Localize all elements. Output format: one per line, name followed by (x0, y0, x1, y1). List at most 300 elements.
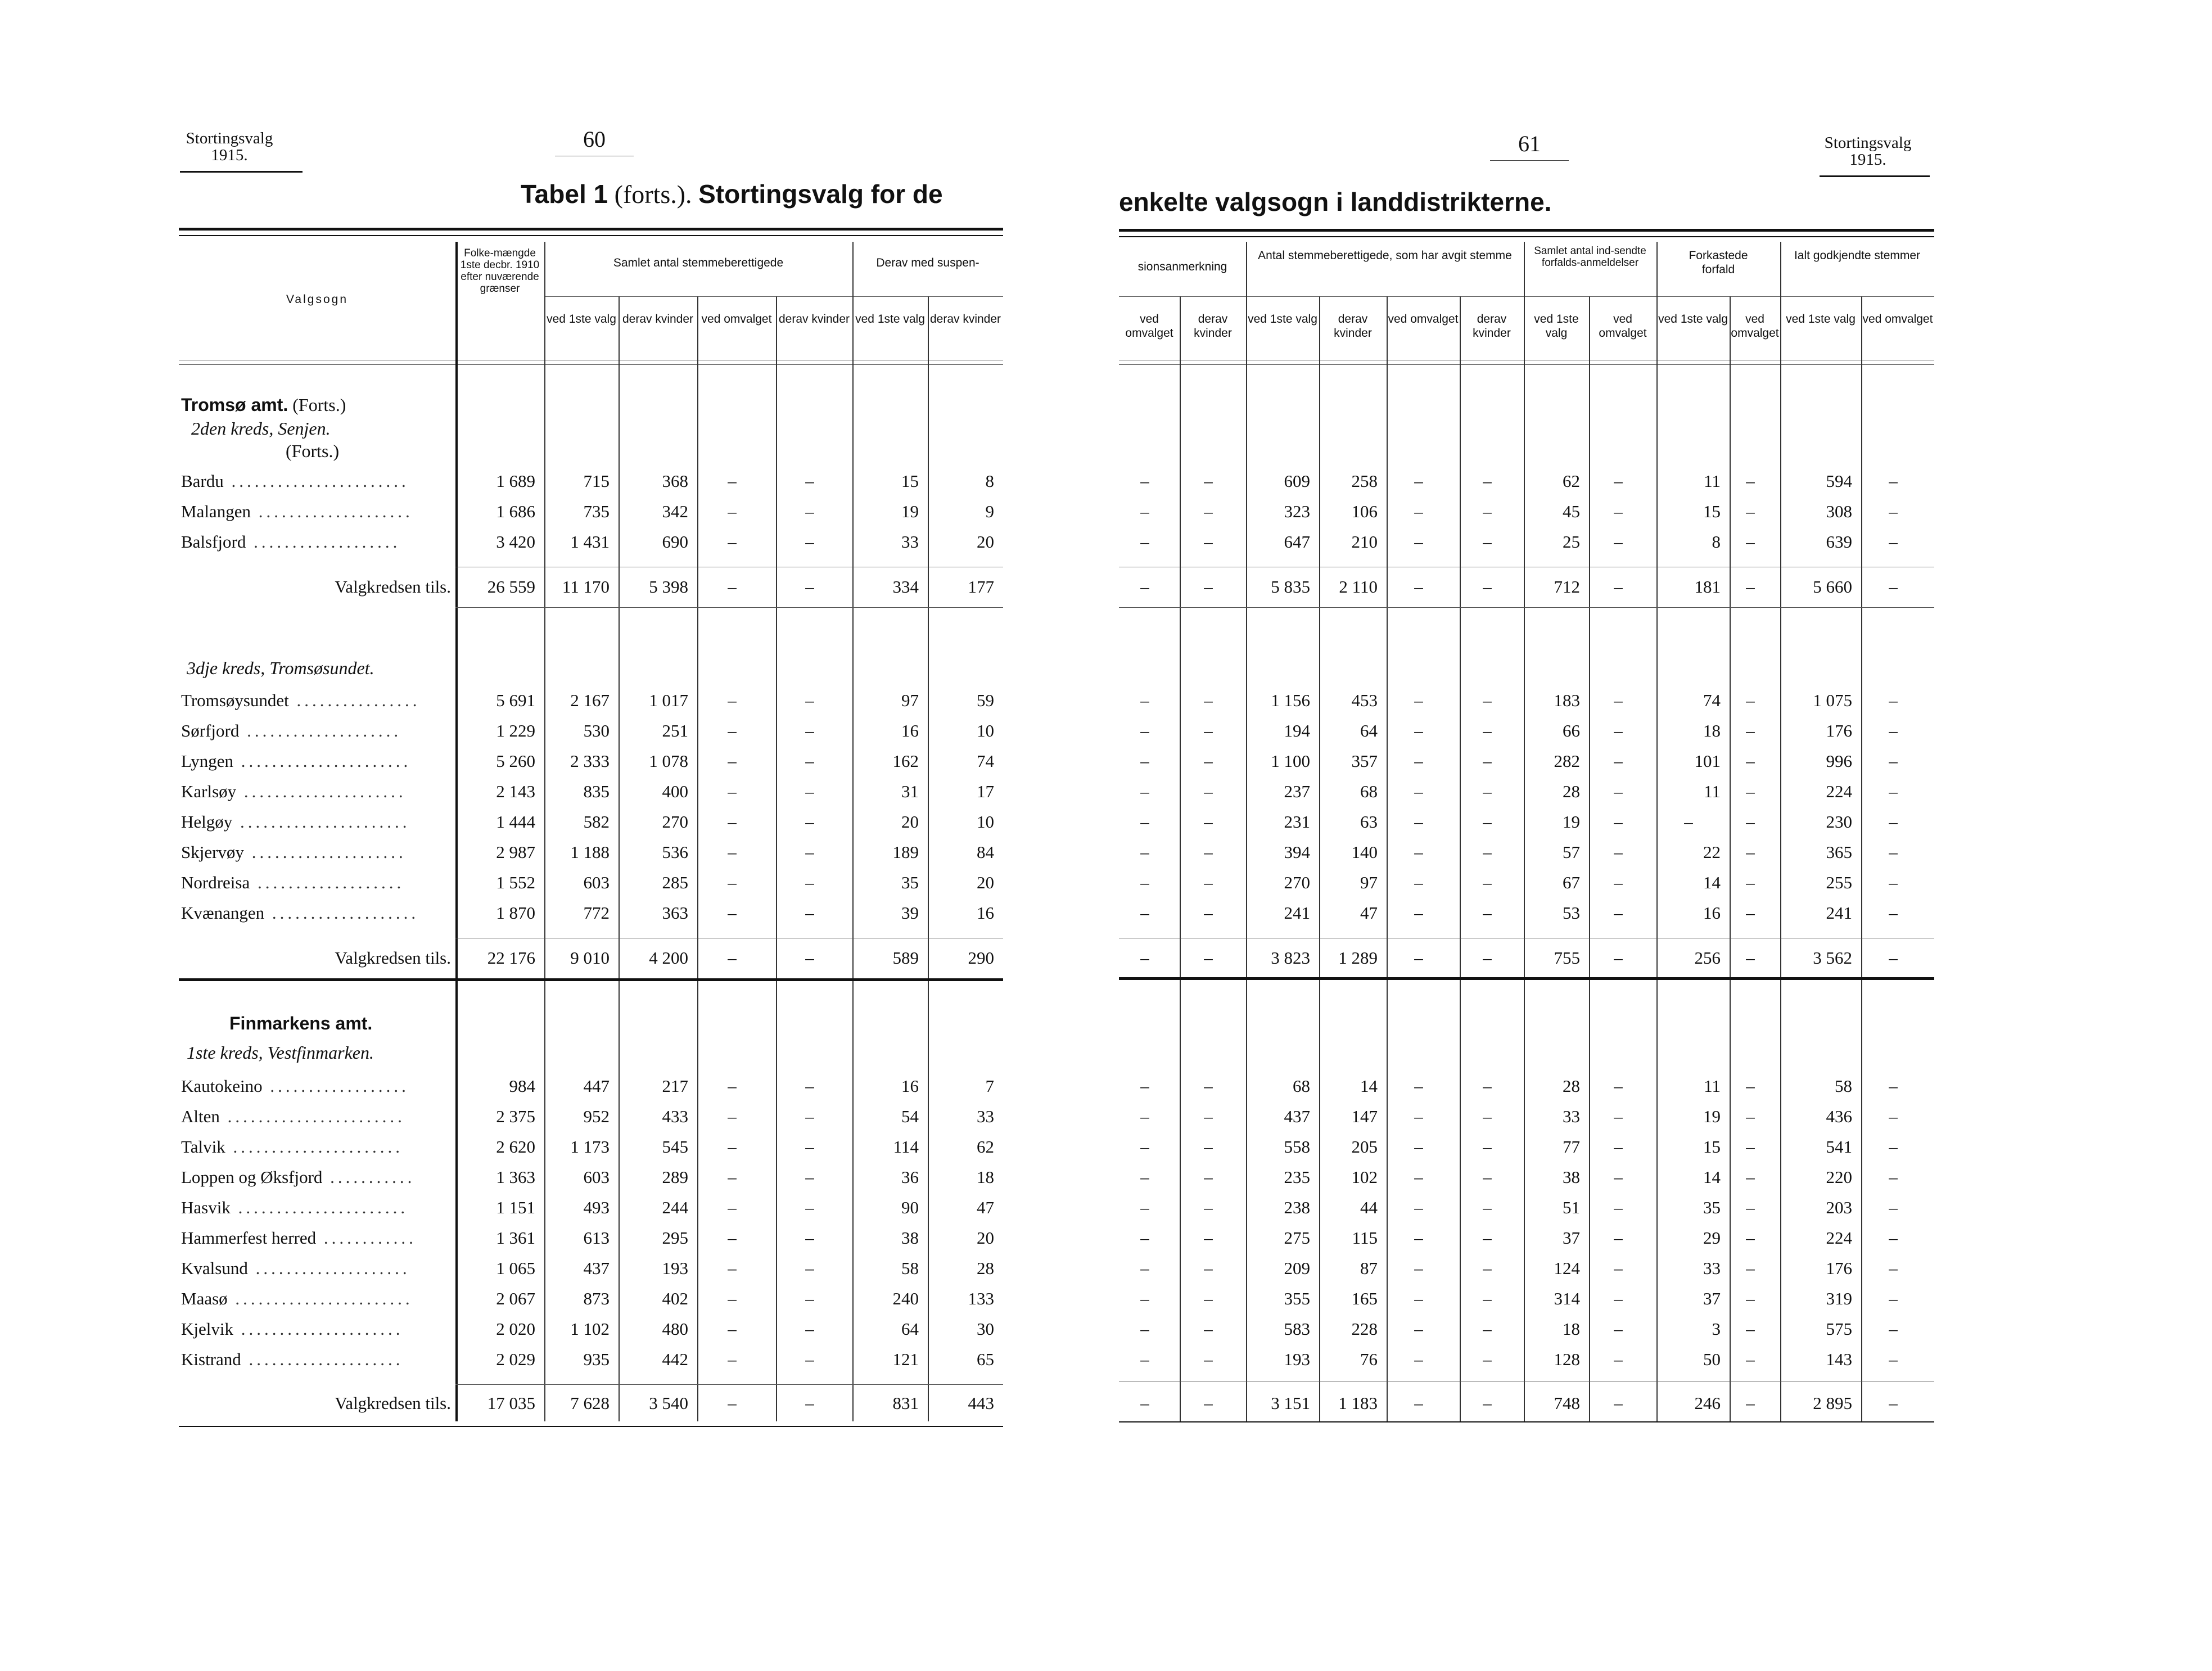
right-cell: – (1204, 1167, 1213, 1187)
right-cell: – (1889, 502, 1898, 521)
right-cell: 224 (1826, 782, 1852, 801)
left-cell: 831 (892, 1393, 919, 1413)
right-cell: – (1140, 782, 1149, 801)
right-cell: – (1614, 690, 1623, 710)
right-cell: – (1746, 1107, 1755, 1126)
right-cell: 76 (1360, 1349, 1378, 1369)
right-cell: – (1889, 812, 1898, 832)
right-cell: 15 (1703, 502, 1721, 521)
right-cell: – (1614, 1393, 1623, 1413)
leader-dots: ................... (246, 532, 401, 552)
right-cell: – (1614, 1137, 1623, 1157)
row-name: Loppen og Øksfjord (181, 1167, 323, 1187)
left-running-head: Stortingsvalg (186, 129, 273, 147)
right-cell: – (1140, 690, 1149, 710)
right-cell: 50 (1703, 1349, 1721, 1369)
right-cell: 609 (1284, 471, 1310, 491)
left-cell: – (805, 502, 814, 521)
right-cell: – (1483, 1137, 1492, 1157)
leader-dots: .................... (241, 1349, 404, 1369)
left-top-rule-2 (179, 235, 1003, 236)
right-cell: – (1746, 812, 1755, 832)
left-cell: 2 987 (496, 842, 535, 862)
right-subheader-4: derav kvinder (1334, 313, 1372, 340)
right-cell: – (1414, 1319, 1423, 1339)
right-cell: 996 (1826, 751, 1852, 771)
right-cell: – (1414, 1393, 1423, 1413)
right-cell: – (1204, 1319, 1213, 1339)
right-cell: 37 (1563, 1228, 1580, 1248)
right-cell: – (1140, 873, 1149, 892)
right-cell: – (1483, 1393, 1492, 1413)
row-name: Hasvik (181, 1198, 231, 1217)
left-cell: 1 870 (496, 903, 535, 923)
right-cell: 16 (1703, 903, 1721, 923)
right-cell: – (1140, 1393, 1149, 1413)
right-cell: 541 (1826, 1137, 1852, 1157)
left-cell: 443 (968, 1393, 994, 1413)
left-cell: 1 102 (570, 1319, 610, 1339)
row-name: Kistrand (181, 1349, 241, 1369)
section-heading-tromso (181, 394, 346, 416)
left-cell: 189 (892, 842, 919, 862)
row-name: Kjelvik (181, 1319, 233, 1339)
right-cell: 68 (1360, 782, 1378, 801)
right-cell: 246 (1694, 1393, 1721, 1413)
right-cell: 237 (1284, 782, 1310, 801)
right-cell: 176 (1826, 1258, 1852, 1278)
table-row-name (181, 1349, 404, 1370)
kreds-heading-tromsosundet: 3dje kreds, Tromsøsundet. (187, 658, 374, 678)
right-cell: – (1614, 812, 1623, 832)
left-cell: 984 (509, 1076, 535, 1096)
left-cell: – (728, 1289, 737, 1308)
right-cell: – (1414, 721, 1423, 740)
left-cell: 10 (977, 812, 994, 832)
right-cell: – (1614, 721, 1623, 740)
left-cell: – (728, 1167, 737, 1187)
leader-dots: .................... (250, 502, 413, 521)
right-cell: – (1483, 1076, 1492, 1096)
left-cell: 402 (662, 1289, 688, 1308)
table-row-name (181, 751, 411, 771)
left-cell: 3 420 (496, 532, 535, 552)
right-cell: – (1483, 1167, 1492, 1187)
right-cell: – (1746, 721, 1755, 740)
right-cell: 238 (1284, 1198, 1310, 1217)
right-cell: 53 (1563, 903, 1580, 923)
left-cell: – (728, 1198, 737, 1217)
left-cell: 244 (662, 1198, 688, 1217)
row-name: Nordreisa (181, 873, 250, 892)
left-cell: 2 375 (496, 1107, 535, 1126)
right-cell: 28 (1563, 1076, 1580, 1096)
right-cell: – (1746, 1258, 1755, 1278)
right-cell: – (1414, 1076, 1423, 1096)
right-cell: 357 (1351, 751, 1378, 771)
right-section-rule-2 (1119, 977, 1934, 980)
right-cell: 8 (1712, 532, 1721, 552)
right-cell: – (1204, 873, 1213, 892)
left-cell: 690 (662, 532, 688, 552)
right-subheader-6: derav kvinder (1473, 313, 1511, 340)
right-subheader-8: ved omvalget (1599, 313, 1647, 340)
right-header-mid-rule (1119, 296, 1934, 297)
right-header-bottom-rule-2 (1119, 364, 1934, 365)
total-label: Valgkredsen tils. (335, 577, 451, 597)
right-cell: 58 (1835, 1076, 1852, 1096)
right-cell: 241 (1826, 903, 1852, 923)
left-cell: 1 686 (496, 502, 535, 521)
right-cell: – (1483, 721, 1492, 740)
left-cell: 7 628 (570, 1393, 610, 1413)
header-sionsanmerkning: sionsanmerkning (1137, 260, 1227, 273)
right-cell: – (1483, 903, 1492, 923)
right-cell: – (1414, 1198, 1423, 1217)
header-samlet-indsendte: Samlet antal ind-sendte forfalds-anmeldelser (1534, 245, 1646, 269)
left-cell: 90 (901, 1198, 919, 1217)
right-cell: – (1414, 751, 1423, 771)
right-cell: – (1483, 1289, 1492, 1308)
table-row-name (181, 690, 421, 711)
right-cell: – (1140, 948, 1149, 968)
right-cell: 194 (1284, 721, 1310, 740)
table-row-name (181, 1137, 403, 1157)
left-cell: 285 (662, 873, 688, 892)
right-page-title: enkelte valgsogn i landdistrikterne. (1119, 187, 1552, 216)
table-row-name (181, 502, 413, 522)
row-name: Skjervøy (181, 842, 244, 862)
right-cell: – (1889, 782, 1898, 801)
right-total-rule-1 (1119, 607, 1934, 608)
row-name: Karlsøy (181, 782, 237, 801)
right-cell: – (1483, 1258, 1492, 1278)
right-cell: 712 (1554, 577, 1580, 597)
right-cell: – (1889, 1289, 1898, 1308)
left-cell: 400 (662, 782, 688, 801)
right-cell: – (1746, 532, 1755, 552)
left-cell: – (728, 1107, 737, 1126)
right-cell: 323 (1284, 502, 1310, 521)
section-heading-finmarken (229, 1012, 372, 1035)
left-cell: 545 (662, 1137, 688, 1157)
leader-dots: ................ (288, 690, 421, 710)
left-cell: 480 (662, 1319, 688, 1339)
left-cell: 1 361 (496, 1228, 535, 1248)
right-cell: 594 (1826, 471, 1852, 491)
right-cell: – (1140, 502, 1149, 521)
left-cell: – (728, 1258, 737, 1278)
right-cell: 1 289 (1338, 948, 1378, 968)
left-cell: 290 (968, 948, 994, 968)
right-cell: – (1483, 532, 1492, 552)
left-cell: 15 (901, 471, 919, 491)
left-cell: 447 (583, 1076, 610, 1096)
right-subheader-2: derav kvinder (1194, 313, 1232, 340)
right-cell: – (1414, 948, 1423, 968)
right-cell: 106 (1351, 502, 1378, 521)
right-cell: – (1614, 903, 1623, 923)
left-cell: – (728, 812, 737, 832)
left-cell: 114 (893, 1137, 919, 1157)
left-cell: 270 (662, 812, 688, 832)
table-row-name (181, 1198, 408, 1218)
left-cell: 17 035 (487, 1393, 535, 1413)
leader-dots: ....................... (219, 1107, 405, 1126)
right-cell: – (1614, 1167, 1623, 1187)
right-subheader-10: ved omvalget (1731, 313, 1779, 340)
left-cell: 530 (583, 721, 610, 740)
right-cell: – (1746, 1137, 1755, 1157)
right-cell: 183 (1554, 690, 1580, 710)
right-cell: – (1889, 532, 1898, 552)
left-cell: 9 (985, 502, 994, 521)
right-cell: – (1204, 502, 1213, 521)
right-cell: – (1889, 1167, 1898, 1187)
left-cell: 11 170 (562, 577, 610, 597)
right-cell: 44 (1360, 1198, 1378, 1217)
right-cell: – (1483, 812, 1492, 832)
header-forkastede: Forkastede forfald (1689, 249, 1748, 276)
left-cell: – (805, 948, 814, 968)
row-name: Maasø (181, 1289, 228, 1308)
right-cell: – (1204, 782, 1213, 801)
right-cell: – (1140, 532, 1149, 552)
leader-dots: ...................... (225, 1137, 404, 1157)
left-cell: 342 (662, 502, 688, 521)
right-cell: – (1414, 1258, 1423, 1278)
right-cell: – (1614, 471, 1623, 491)
left-cell: 121 (892, 1349, 919, 1369)
left-cell: 1 444 (496, 812, 535, 832)
right-cell: – (1889, 1137, 1898, 1157)
right-cell: – (1889, 1258, 1898, 1278)
right-cell: – (1614, 1107, 1623, 1126)
left-cell: – (728, 1349, 737, 1369)
right-cell: 256 (1694, 948, 1721, 968)
right-cell: 210 (1351, 532, 1378, 552)
left-cell: 62 (977, 1137, 994, 1157)
right-cell: – (1614, 1228, 1623, 1248)
right-cell: – (1614, 577, 1623, 597)
right-cell: – (1746, 1349, 1755, 1369)
right-cell: – (1614, 532, 1623, 552)
right-cell: 220 (1826, 1167, 1852, 1187)
right-cell: – (1746, 873, 1755, 892)
left-cell: – (728, 782, 737, 801)
left-cell: – (805, 690, 814, 710)
left-cell: 368 (662, 471, 688, 491)
table-row-name (181, 721, 401, 741)
table-row-name (181, 1228, 417, 1248)
left-cell: 952 (583, 1107, 610, 1126)
right-cell: – (1614, 1289, 1623, 1308)
right-cell: 203 (1826, 1198, 1852, 1217)
right-cell: – (1140, 1319, 1149, 1339)
left-cell: 1 173 (570, 1137, 610, 1157)
left-cell: 613 (583, 1228, 610, 1248)
right-cell: – (1204, 721, 1213, 740)
left-cell: 18 (977, 1167, 994, 1187)
left-cell: 1 431 (570, 532, 610, 552)
left-cell: – (805, 577, 814, 597)
right-cell: 3 151 (1271, 1393, 1310, 1413)
right-cell: – (1204, 1228, 1213, 1248)
left-cell: 64 (901, 1319, 919, 1339)
header-antal-avgit: Antal stemmeberettigede, som har avgit stemme (1258, 249, 1512, 262)
table-row-name (181, 1167, 415, 1187)
right-cell: 193 (1284, 1349, 1310, 1369)
right-cell: – (1684, 812, 1693, 832)
row-name: Kautokeino (181, 1076, 263, 1096)
left-cell: 1 017 (649, 690, 688, 710)
header-folkemaengde: Folke-mængde 1ste decbr. 1910 efter nuværende grænser (460, 247, 540, 295)
left-cell: 295 (662, 1228, 688, 1248)
row-name: Tromsøysundet (181, 690, 289, 710)
right-cell: – (1140, 1137, 1149, 1157)
leader-dots: .................... (239, 721, 402, 740)
right-cell: 33 (1703, 1258, 1721, 1278)
right-cell: – (1204, 1107, 1213, 1126)
left-cell: 3 540 (649, 1393, 688, 1413)
left-cell: 133 (968, 1289, 994, 1308)
right-cell: 62 (1563, 471, 1580, 491)
right-subheader-3: ved 1ste valg (1248, 313, 1317, 326)
leader-dots: .................... (243, 842, 407, 862)
right-cell: – (1746, 502, 1755, 521)
left-subheader-5: ved 1ste valg (855, 313, 925, 326)
left-cell: – (805, 721, 814, 740)
right-cell: – (1204, 471, 1213, 491)
left-cell: – (805, 903, 814, 923)
right-subheader-7: ved 1ste valg (1534, 313, 1579, 340)
left-cell: 17 (977, 782, 994, 801)
left-cell: – (805, 1228, 814, 1248)
left-cell: 8 (985, 471, 994, 491)
right-cell: – (1414, 577, 1423, 597)
right-cell: 128 (1554, 1349, 1580, 1369)
left-cell: 603 (583, 873, 610, 892)
right-cell: – (1140, 842, 1149, 862)
right-cell: 275 (1284, 1228, 1310, 1248)
right-cell: – (1483, 1198, 1492, 1217)
right-cell: – (1414, 502, 1423, 521)
right-cell: 308 (1826, 502, 1852, 521)
right-cell: 14 (1703, 873, 1721, 892)
right-cell: 66 (1563, 721, 1580, 740)
title-text: Stortingsvalg for de (698, 179, 943, 209)
left-header-bottom-rule-2 (179, 364, 1003, 365)
left-cell: 97 (901, 690, 919, 710)
right-cell: – (1414, 903, 1423, 923)
left-cell: – (728, 948, 737, 968)
right-cell: 11 (1704, 782, 1721, 801)
right-cell: – (1746, 1076, 1755, 1096)
right-cell: – (1746, 471, 1755, 491)
right-cell: – (1414, 812, 1423, 832)
right-cell: 437 (1284, 1107, 1310, 1126)
right-bottom-rule (1119, 1421, 1934, 1422)
right-cell: – (1204, 1198, 1213, 1217)
left-cell: – (805, 532, 814, 552)
left-cell: 5 691 (496, 690, 535, 710)
leader-dots: ....................... (223, 471, 409, 491)
right-cell: – (1889, 1198, 1898, 1217)
leader-dots: .................. (262, 1076, 409, 1096)
left-cell: – (728, 1076, 737, 1096)
left-subheader-6: derav kvinder (929, 313, 1001, 326)
left-cell: – (805, 751, 814, 771)
left-cell: – (728, 721, 737, 740)
leader-dots: ...................... (232, 812, 410, 832)
left-cell: 4 200 (649, 948, 688, 968)
right-cell: – (1140, 1289, 1149, 1308)
right-cell: – (1614, 948, 1623, 968)
left-cell: 1 151 (496, 1198, 535, 1217)
right-cell: – (1414, 532, 1423, 552)
right-cell: – (1414, 1107, 1423, 1126)
left-cell: 47 (977, 1198, 994, 1217)
left-cell: – (805, 1393, 814, 1413)
right-cell: 11 (1704, 471, 1721, 491)
right-cell: 575 (1826, 1319, 1852, 1339)
left-cell: 16 (977, 903, 994, 923)
right-cell: 77 (1563, 1137, 1580, 1157)
right-cell: – (1746, 1393, 1755, 1413)
amt-name: Tromsø amt. (181, 395, 288, 415)
right-cell: 270 (1284, 873, 1310, 892)
right-cell: 1 075 (1813, 690, 1852, 710)
header-derav-med: Derav med suspen- (876, 256, 979, 269)
left-cell: – (805, 1349, 814, 1369)
right-cell: – (1414, 1167, 1423, 1187)
left-subheader-1: ved 1ste valg (547, 313, 616, 326)
right-cell: – (1414, 1137, 1423, 1157)
right-cell: 15 (1703, 1137, 1721, 1157)
left-cell: – (805, 1198, 814, 1217)
right-subheader-5: ved omvalget (1388, 313, 1459, 326)
left-cell: 54 (901, 1107, 919, 1126)
right-cell: 14 (1360, 1076, 1378, 1096)
right-cell: – (1889, 1228, 1898, 1248)
table-row-name (181, 1107, 405, 1127)
right-cell: – (1483, 948, 1492, 968)
left-cell: 5 398 (649, 577, 688, 597)
right-cell: 63 (1360, 812, 1378, 832)
right-cell: – (1746, 1228, 1755, 1248)
row-name: Alten (181, 1107, 220, 1126)
left-cell: 603 (583, 1167, 610, 1187)
right-cell: 97 (1360, 873, 1378, 892)
left-cell: 9 010 (570, 948, 610, 968)
right-cell: – (1204, 948, 1213, 968)
left-cell: 1 552 (496, 873, 535, 892)
left-cell: – (728, 1137, 737, 1157)
right-cell: – (1204, 903, 1213, 923)
left-cell: – (805, 1319, 814, 1339)
right-cell: – (1614, 1076, 1623, 1096)
left-cell: 2 620 (496, 1137, 535, 1157)
right-cell: 147 (1351, 1107, 1378, 1126)
right-cell: – (1483, 782, 1492, 801)
total-label: Valgkredsen tils. (335, 1393, 451, 1413)
left-section-rule-2 (179, 978, 1003, 981)
left-cell: – (728, 751, 737, 771)
left-cell: 1 078 (649, 751, 688, 771)
right-cell: 11 (1704, 1076, 1721, 1096)
header-ialt-godkjendte: Ialt godkjendte stemmer (1794, 249, 1921, 262)
right-cell: – (1414, 1289, 1423, 1308)
